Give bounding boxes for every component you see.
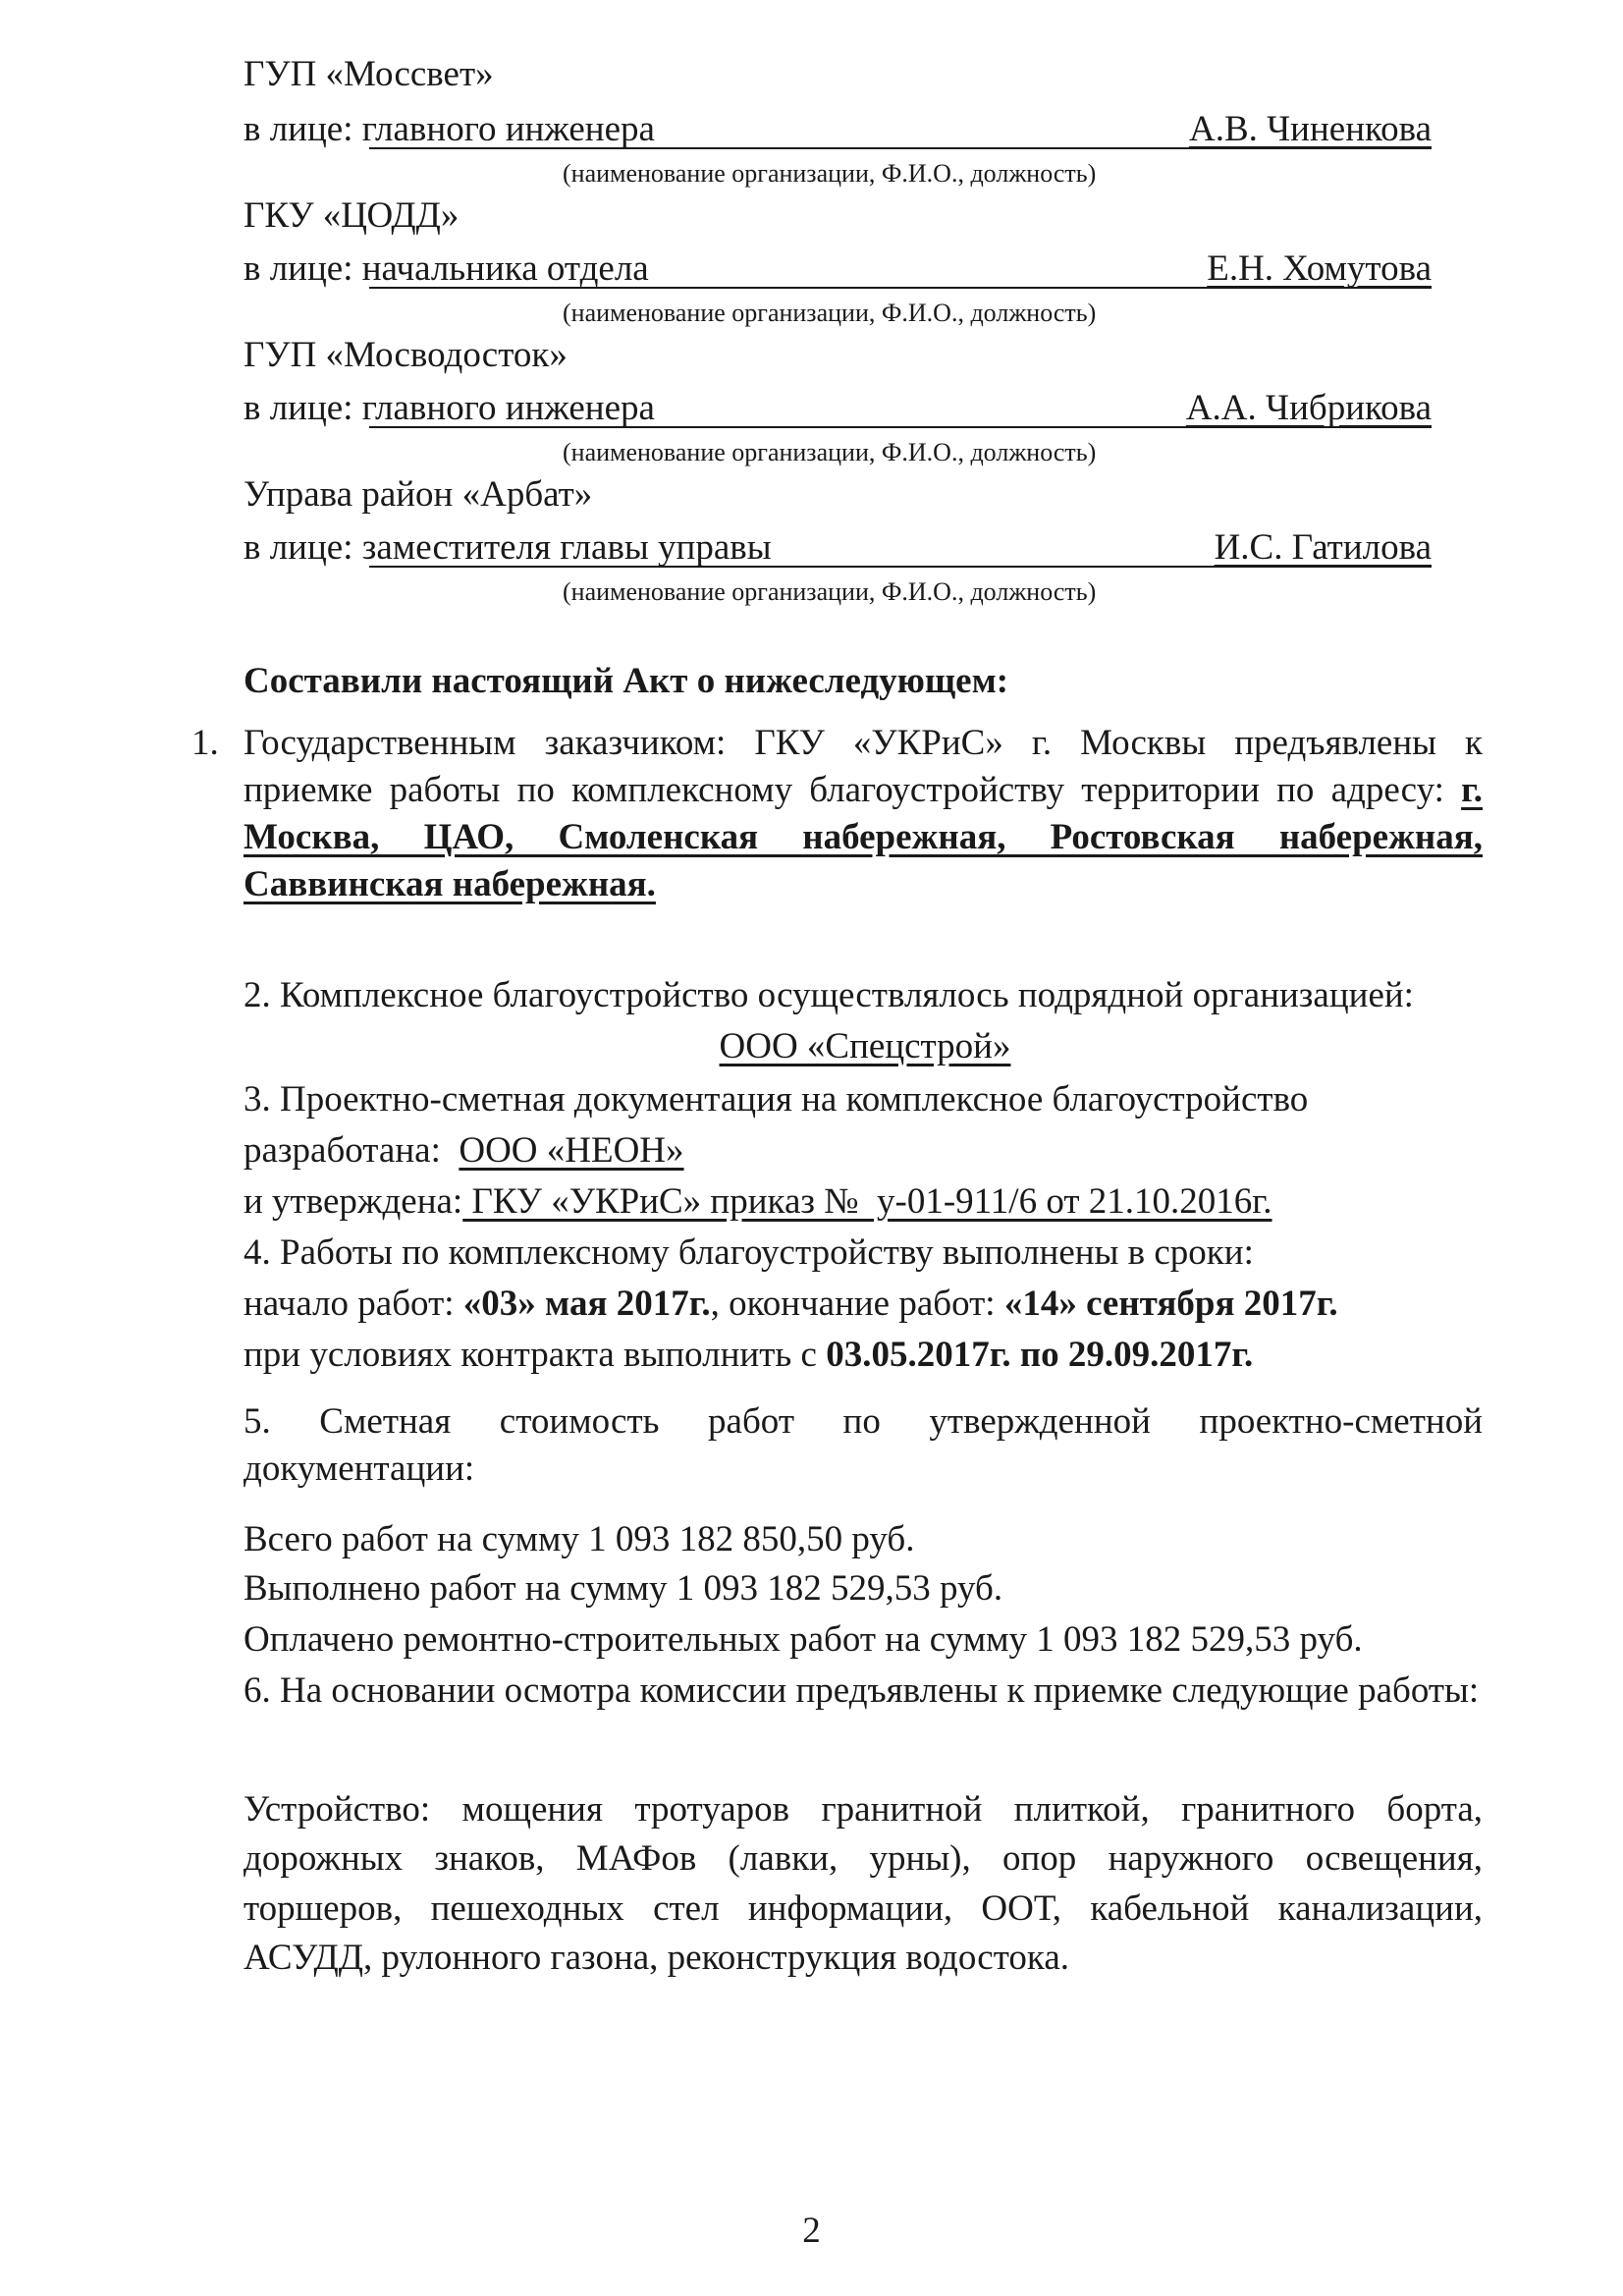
page-number: 2 bbox=[802, 2211, 821, 2251]
org-name: ГУП «Мосcвет» bbox=[243, 54, 494, 94]
representative-line bbox=[243, 385, 1432, 432]
end-date: «14» сентября 2017г. bbox=[1003, 1284, 1338, 1324]
address: г. Москва, ЦАО, Смоленская набережная, Ростовская набережная, Саввинская набережная. bbox=[243, 770, 1484, 905]
rep-position: главного инженера bbox=[361, 388, 655, 428]
rep-label: в лице: bbox=[243, 109, 353, 149]
item-3-line: 3. Проектно-сметная документация на комплексное благоустройство bbox=[243, 1079, 1309, 1120]
representative-line bbox=[243, 246, 1432, 293]
done-amount: Выполнено работ на сумму 1 093 182 529,53 руб. bbox=[243, 1568, 1003, 1609]
field-hint: (наименование организации, Ф.И.О., должность) bbox=[563, 438, 1097, 466]
representative-line bbox=[243, 106, 1432, 153]
item-5-text: 5. Сметная стоимость работ по утвержденной проектно-сметной документации: bbox=[243, 1401, 1483, 1490]
start-date: «03» мая 2017г. bbox=[462, 1284, 711, 1324]
item-1-body: Государственным заказчиком: ГКУ «УКРиС» г. Москвы предъявлены к приемке работы по комплексному благоустройству территории по адресу: bbox=[243, 723, 1483, 811]
rep-name: Е.Н. Хомутова bbox=[1207, 248, 1432, 289]
total-amount: Всего работ на сумму 1 093 182 850,50 руб. bbox=[243, 1519, 915, 1559]
rep-name: А.А. Чибрикова bbox=[1185, 388, 1432, 428]
item-2-text: 2. Комплексное благоустройство осуществлялось подрядной организацией: bbox=[243, 975, 1414, 1015]
contractor-name: ООО «Спецстрой» bbox=[719, 1026, 1011, 1066]
item-3-developer-line bbox=[243, 1127, 684, 1175]
rep-position: начальника отдела bbox=[361, 248, 649, 289]
rep-label: в лице: bbox=[243, 248, 353, 289]
contract-period: 03.05.2017г. по 29.09.2017г. bbox=[826, 1335, 1254, 1375]
rep-position: главного инженера bbox=[361, 109, 655, 149]
work-dates-line bbox=[243, 1281, 1338, 1328]
item-1-text bbox=[243, 720, 1483, 908]
contract-period-line bbox=[243, 1332, 1253, 1379]
contract-label: при условиях контракта выполнить с bbox=[243, 1335, 817, 1375]
org-name: ГУП «Мосводосток» bbox=[243, 335, 568, 375]
representative-line bbox=[243, 524, 1432, 572]
approval-label: и утверждена: bbox=[243, 1181, 463, 1222]
item-3-approval-line bbox=[243, 1178, 1272, 1226]
rep-label: в лице: bbox=[243, 527, 353, 568]
rep-name: А.В. Чиненкова bbox=[1188, 109, 1432, 149]
item-6-text: 6. На основании осмотра комиссии предъявлены к приемке следующие работы: bbox=[243, 1670, 1480, 1711]
field-hint: (наименование организации, Ф.И.О., должность) bbox=[563, 577, 1097, 606]
item-number: 1. bbox=[191, 723, 219, 763]
rep-position: заместителя главы управы bbox=[361, 527, 772, 568]
developer-name: ООО «НЕОН» bbox=[459, 1130, 684, 1171]
developer-label: разработана: bbox=[243, 1130, 441, 1171]
org-name: ГКУ «ЦОДД» bbox=[243, 195, 460, 236]
field-hint: (наименование организации, Ф.И.О., должность) bbox=[563, 159, 1097, 188]
works-list: Устройство: мощения тротуаров гранитной плиткой, гранитного борта, дорожных знаков, МАФов (лавки, урны), опор наружного освещения, торшеров, пешеходных стел информации, ООТ, кабельной канализации, АСУДД, рулонного газона, реконструкция водостока. bbox=[243, 1789, 1483, 1978]
rep-label: в лице: bbox=[243, 388, 353, 428]
paid-amount: Оплачено ремонтно-строительных работ на сумму 1 093 182 529,53 руб. bbox=[243, 1619, 1363, 1660]
end-label: , окончание работ: bbox=[710, 1284, 996, 1324]
org-name: Управа район «Арбат» bbox=[243, 474, 593, 515]
approval-order: ГКУ «УКРиС» приказ № у-01-911/6 от 21.10.2016г. bbox=[462, 1181, 1272, 1222]
field-hint: (наименование организации, Ф.И.О., должность) bbox=[563, 299, 1097, 327]
rep-name: И.С. Гатилова bbox=[1214, 527, 1432, 568]
section-heading: Составили настоящий Акт о нижеследующем: bbox=[243, 661, 1009, 701]
item-4-line: 4. Работы по комплексному благоустройству выполнены в сроки: bbox=[243, 1232, 1254, 1273]
start-label: начало работ: bbox=[243, 1284, 455, 1324]
